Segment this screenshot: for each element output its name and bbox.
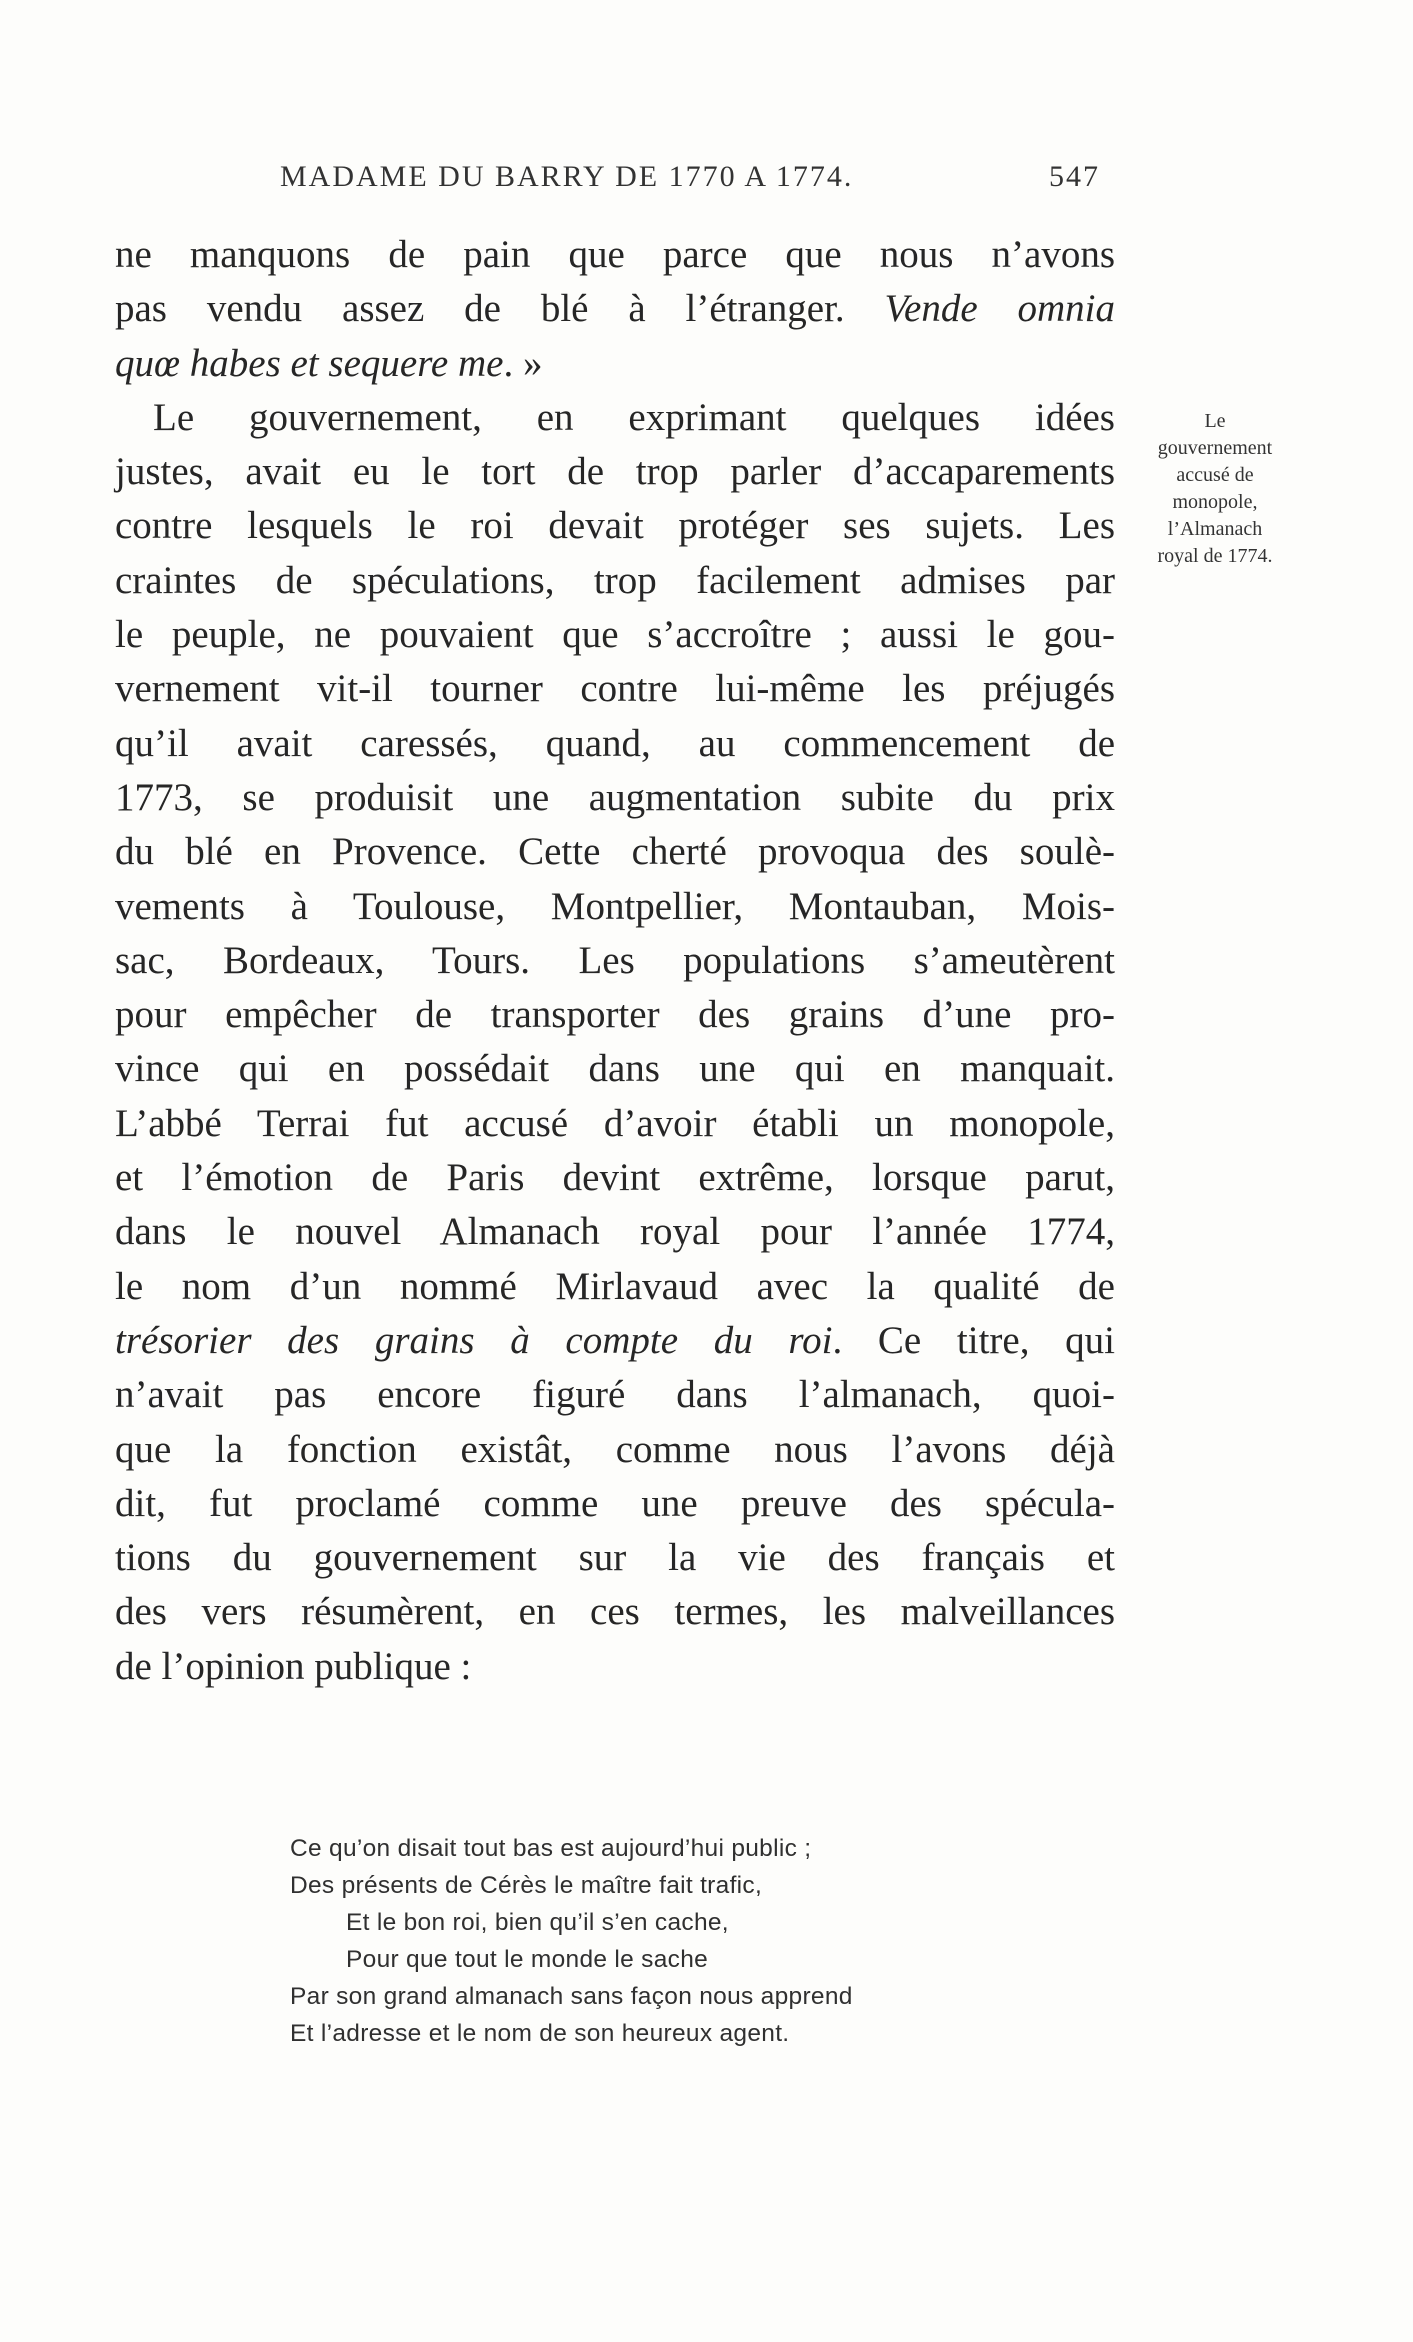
body-line: dit, fut proclamé comme une preuve des spécula- [115, 1481, 1115, 1525]
verse-line: Ce qu’on disait tout bas est aujourd’hui public ; [290, 1835, 812, 1862]
verse-line: Pour que tout le monde le sache [346, 1946, 709, 1973]
body-line: le nom d’un nommé Mirlavaud avec la qualité de [115, 1264, 1115, 1308]
body-line: ne manquons de pain que parce que nous n’avons [115, 233, 1115, 276]
body-line: vernement vit-il tourner contre lui-même les préjugés [115, 667, 1115, 711]
body-line: vince qui en possédait dans une qui en manquait. [115, 1047, 1115, 1091]
margin-note-line: l’Almanach [1167, 518, 1263, 540]
body-line: n’avait pas encore figuré dans l’almanach, quoi- [115, 1373, 1115, 1417]
body-line: de l’opinion publique : [115, 1644, 472, 1688]
verse-line: Des présents de Cérès le maître fait trafic, [290, 1872, 763, 1899]
body-line: 1773, se produisit une augmentation subite du prix [115, 775, 1115, 819]
body-line: des vers résumèrent, en ces termes, les malveillances [115, 1590, 1115, 1634]
body-line: trésorier des grains à compte du roi. Ce titre, qui [115, 1318, 1115, 1362]
body-line: qu’il avait caressés, quand, au commencement de [115, 721, 1115, 765]
body-line: sac, Bordeaux, Tours. Les populations s’ameutèrent [115, 938, 1115, 982]
page-number: 547 [1049, 160, 1100, 193]
body-line: tions du gouvernement sur la vie des français et [115, 1536, 1115, 1580]
body-line: justes, avait eu le tort de trop parler d’accaparements [115, 450, 1115, 494]
verse-line: Par son grand almanach sans façon nous apprend [290, 1983, 853, 2010]
body-line: du blé en Provence. Cette cherté provoqua des soulè- [115, 830, 1115, 874]
body-line: pas vendu assez de blé à l’étranger. Vende omnia [115, 287, 1115, 331]
margin-note-line: royal de 1774. [1157, 545, 1273, 567]
margin-note-line: gouvernement [1157, 437, 1273, 459]
body-text [115, 228, 1115, 1694]
body-line: craintes de spéculations, trop facilement admises par [115, 558, 1115, 602]
body-line: pour empêcher de transporter des grains d’une pro- [115, 993, 1115, 1037]
paragraph-start: Le gouvernement, en exprimant quelques idées [153, 395, 1115, 439]
body-line: quœ habes et sequere me. » [115, 341, 543, 385]
body-line: L’abbé Terrai fut accusé d’avoir établi un monopole, [115, 1101, 1115, 1145]
margin-note-line: accusé de [1176, 464, 1254, 486]
body-line: contre lesquels le roi devait protéger ses sujets. Les [115, 504, 1115, 548]
body-line: vements à Toulouse, Montpellier, Montauban, Mois- [115, 884, 1115, 928]
verse-quotation [290, 1830, 1010, 2052]
body-line: le peuple, ne pouvaient que s’accroître ; aussi le gou- [115, 613, 1115, 657]
body-line: que la fonction existât, comme nous l’avons déjà [115, 1427, 1115, 1471]
body-line: et l’émotion de Paris devint extrême, lorsque parut, [115, 1156, 1115, 1200]
margin-note [1125, 408, 1305, 570]
margin-note-line: monopole, [1172, 491, 1258, 513]
running-head [280, 160, 1100, 200]
verse-line: Et le bon roi, bien qu’il s’en cache, [346, 1909, 729, 1936]
margin-note-line: Le [1204, 410, 1226, 432]
running-head-title: MADAME DU BARRY DE 1770 A 1774. [280, 160, 854, 193]
verse-line: Et l’adresse et le nom de son heureux agent. [290, 2020, 790, 2047]
body-line: dans le nouvel Almanach royal pour l’année 1774, [115, 1210, 1115, 1254]
